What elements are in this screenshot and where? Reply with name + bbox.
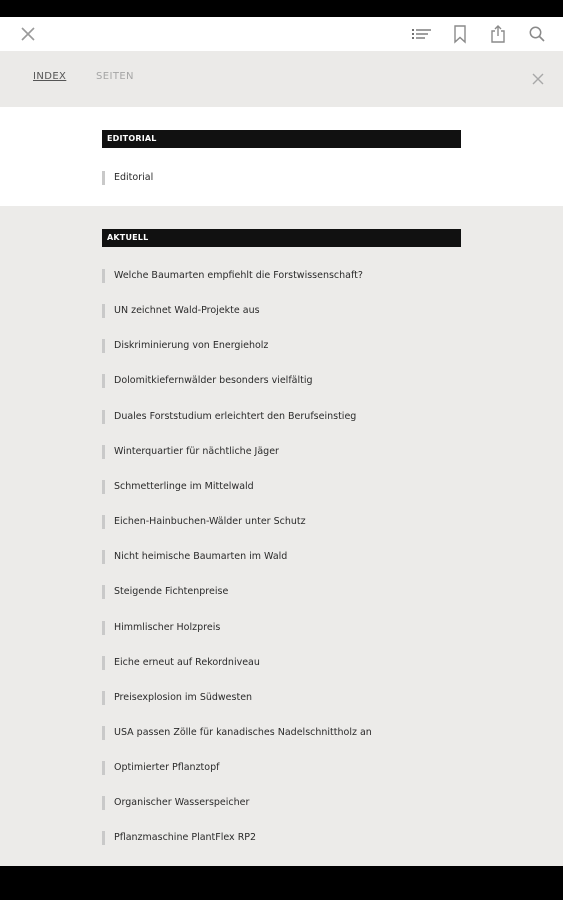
index-entry[interactable]: Dolomitkiefernwälder besonders vielfältig	[102, 374, 313, 388]
status-bar	[0, 0, 563, 17]
index-entry[interactable]: Nicht heimische Baumarten im Wald	[102, 550, 287, 564]
close-icon[interactable]	[18, 24, 38, 44]
index-entry[interactable]: Organischer Wasserspeicher	[102, 796, 249, 810]
index-entry[interactable]: Duales Forststudium erleichtert den Berufseinstieg	[102, 410, 356, 424]
index-entry[interactable]: Preisexplosion im Südwesten	[102, 691, 252, 705]
app-window	[0, 17, 563, 866]
share-icon[interactable]	[488, 24, 508, 44]
index-entry[interactable]: UN zeichnet Wald-Projekte aus	[102, 304, 260, 318]
index-entry[interactable]: Eichen-Hainbuchen-Wälder unter Schutz	[102, 515, 306, 529]
index-entry[interactable]: USA passen Zölle für kanadisches Nadelschnittholz an	[102, 726, 372, 740]
index-entry[interactable]: Eiche erneut auf Rekordniveau	[102, 656, 260, 670]
search-icon[interactable]	[527, 24, 547, 44]
index-entry[interactable]: Winterquartier für nächtliche Jäger	[102, 445, 279, 459]
list-icon[interactable]	[410, 24, 432, 44]
section-header: EDITORIAL	[102, 130, 461, 148]
index-entry[interactable]: Steigende Fichtenpreise	[102, 585, 228, 599]
entry-list	[0, 206, 563, 866]
index-entry[interactable]: Welche Baumarten empfiehlt die Forstwissenschaft?	[102, 269, 363, 283]
top-toolbar	[0, 17, 563, 51]
index-entry[interactable]: Himmlischer Holzpreis	[102, 621, 220, 635]
tab-seiten[interactable]: SEITEN	[96, 71, 134, 82]
index-entry[interactable]: Pflanzmaschine PlantFlex RP2	[102, 831, 256, 845]
section-aktuell	[0, 206, 563, 866]
navigation-bar	[0, 866, 563, 900]
index-tabs-bar	[0, 51, 563, 107]
index-entry[interactable]: Diskriminierung von Energieholz	[102, 339, 268, 353]
bookmark-icon[interactable]	[450, 24, 470, 44]
section-header: AKTUELL	[102, 229, 461, 247]
close-panel-icon[interactable]	[531, 72, 545, 86]
index-entry[interactable]: Editorial	[102, 171, 153, 185]
tab-index[interactable]: INDEX	[33, 71, 67, 82]
section-editorial	[0, 107, 563, 206]
index-entry[interactable]: Schmetterlinge im Mittelwald	[102, 480, 254, 494]
index-entry[interactable]: Optimierter Pflanztopf	[102, 761, 219, 775]
